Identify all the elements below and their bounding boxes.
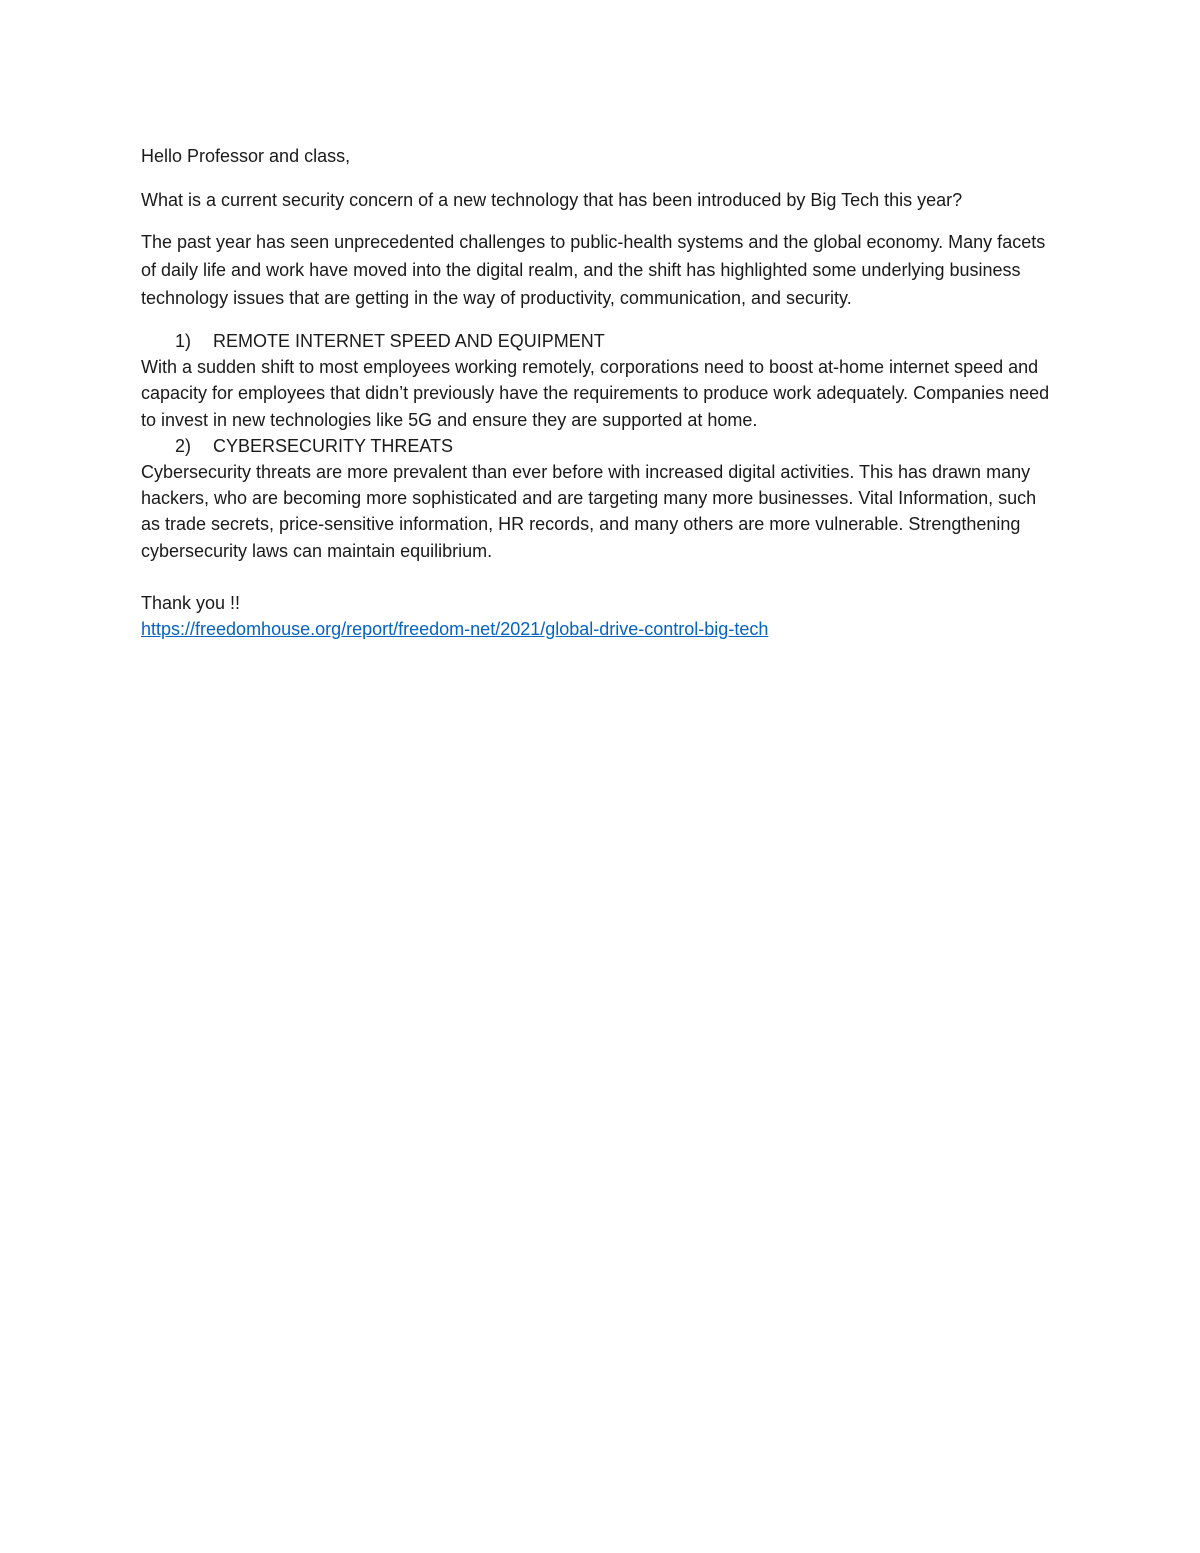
section-number: 1) (175, 331, 192, 351)
section-title: CYBERSECURITY THREATS (213, 435, 454, 456)
greeting-text: Hello Professor and class, (141, 146, 351, 166)
section-body-remote-internet: With a sudden shift to most employees working remotely, corporations need to boost at-home internet speed and capacity for employees that didn’t previously have the requirements to produce work adequately. Companies need to invest in new technologies like 5G and ensure they are supported at home. (141, 357, 1050, 430)
section-heading-remote-internet (141, 328, 1056, 354)
section-title: REMOTE INTERNET SPEED AND EQUIPMENT (213, 331, 605, 351)
document-body (141, 142, 1056, 642)
section-heading-cybersecurity (141, 433, 1056, 459)
section-number: 2) (175, 435, 192, 456)
source-link[interactable]: https://freedomhouse.org/report/freedom-net/2021/global-drive-control-big-tech (141, 619, 769, 640)
section-body-cybersecurity: Cybersecurity threats are more prevalent than ever before with increased digital activities. This has drawn many hackers, who are becoming more sophisticated and are targeting many more businesses. Vital Information, such as trade secrets, price-sensitive information, HR records, and many others are more vulnerable. Strengthening cybersecurity laws can maintain equilibrium. (141, 461, 1037, 561)
intro-paragraph: The past year has seen unprecedented challenges to public-health systems and the global economy. Many facets of daily life and work have moved into the digital realm, and the shift has highlighted some underlying business technology issues that are getting in the way of productivity, communication, and security. (141, 232, 1046, 308)
closing-text: Thank you !! (141, 593, 241, 614)
question-text: What is a current security concern of a new technology that has been introduced by Big Tech this year? (141, 190, 963, 210)
